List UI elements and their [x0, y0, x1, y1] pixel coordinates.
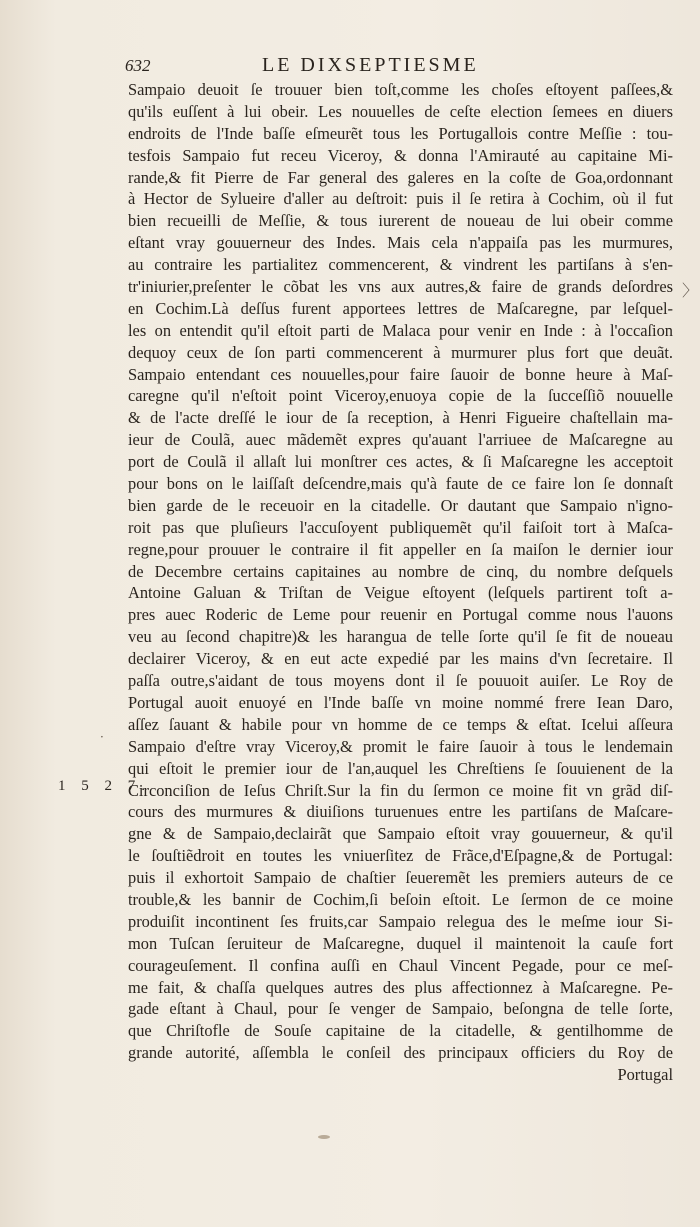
text-line: à Hector de Sylueire d'aller au deſtroit: puis il ſe retira à Cochim, où il fut	[128, 189, 673, 209]
text-line: aſſez ſauant & habile pour vn homme de ce temps & eſtat. Icelui aſſeura	[128, 714, 673, 734]
text-line: ieur de Coulã, auec mãdemẽt expres qu'auant l'arriuee de Maſcaregne au	[128, 430, 673, 450]
text-line: mon Tuſcan ſeruiteur de Maſcaregne, duquel il maintenoit la cauſe fort	[128, 933, 673, 953]
text-line: produiſit incontinent ſes fruits,car Sampaio relegua des le meſme iour Si-	[128, 911, 673, 931]
text-line: que Chriſtofle de Souſe capitaine de la citadelle, & gentilhomme de	[128, 1021, 673, 1041]
text-line: declairer Viceroy, & en eut acte expedié par les mains d'vn ſecretaire. Il	[128, 649, 673, 669]
text-line: bien recueilli de Meſſie, & tous iurerent de noueau de lui obeir comme	[128, 211, 673, 231]
text-line: courageuſement. Il confina auſſi en Chaul Vincent Pegade, pour ce meſ-	[128, 955, 673, 975]
text-line: Sampaio entendant ces nouuelles,pour faire ſauoir de bonne heure à Maſ-	[128, 364, 673, 384]
text-line: pour bons on le laiſſaſt deſcendre,mais qu'à faute de ce faire lon ſe donnaſt	[128, 474, 673, 494]
text-line: de Decembre certains capitaines au nombre de cinq, du nombre deſquels	[128, 561, 673, 581]
text-line: tr'iniurier,preſenter le cõbat les vns aux autres,& faire de grands deſordres	[128, 277, 673, 297]
text-line: qui eſtoit le premier iour de l'an,auquel les Chreſtiens ſe ſouuienent de la	[128, 758, 673, 778]
text-line: port de Coulã il allaſt lui monſtrer ces actes, & ſi Maſcaregne les acceptoit	[128, 452, 673, 472]
text-line: endroits de l'Inde baſſe eſmeurẽt tous les Portugallois contre Meſſie : tou-	[128, 123, 673, 143]
text-line: trouble,& les bannir de Cochim,ſi beſoin eſtoit. Le ſermon de ce moine	[128, 889, 673, 909]
text-line: gne & de Sampaio,declairãt que Sampaio eſtoit vray gouuerneur, & qu'il	[128, 824, 673, 844]
text-line: & de l'acte dreſſé le iour de ſa reception, à Henri Figueire chaſtellain ma-	[128, 408, 673, 428]
text-line: Portugal	[617, 1065, 673, 1085]
text-line: pres auec Roderic de Leme pour reuenir en Portugal comme nous l'auons	[128, 605, 673, 625]
text-line: Sampaio deuoit ſe trouuer bien toſt,comme les choſes eſtoyent paſſees,&	[128, 80, 673, 99]
text-line: qu'ils euſſent à lui obeir. Les nouuelles de ceſte election ſemees en diuers	[128, 101, 673, 121]
text-line: grande autorité, aſſembla le conſeil des principaux officiers du Roy de	[128, 1043, 673, 1063]
text-line: veu au ſecond chapitre)& les harangua de telle ſorte qu'il ſe fit de noueau	[128, 627, 673, 647]
text-line: les on entendit qu'il eſtoit parti de Malaca pour venir en Inde : à l'occaſion	[128, 320, 673, 340]
margin-dot: ·	[100, 730, 104, 744]
body-text	[128, 79, 673, 1086]
text-line: le ſouſtiẽdroit en toutes les vniuerſitez de Frãce,d'Eſpagne,& de Portugal:	[128, 846, 673, 866]
margin-year-note: 1 5 2 7.	[58, 778, 151, 794]
ink-blot	[318, 1135, 330, 1139]
text-line: me fait, & chaſſa quelques autres des plus affectionnez à Maſcaregne. Pe-	[128, 977, 673, 997]
page-number: 632	[125, 56, 151, 75]
text-line: dequoy ceux de ſon parti commencerent à murmurer plus fort que deuãt.	[128, 342, 673, 362]
text-line: bien garde de le receuoir en la citadelle. Or dautant que Sampaio n'igno-	[128, 495, 673, 515]
text-line: tesfois Sampaio fut receu Viceroy, & donna l'Amirauté au capitaine Mi-	[128, 145, 673, 165]
text-line: eſtant vray gouuerneur des Indes. Mais cela n'appaiſa pas les murmures,	[128, 233, 673, 253]
text-line: Circonciſion de Ieſus Chriſt.Sur la fin du ſermon ce moine fit vn grãd diſ-	[128, 780, 673, 800]
text-line: Portugal auoit enuoyé en l'Inde baſſe vn moine nommé frere Iean Daro,	[128, 692, 673, 712]
margin-mark: 〉	[682, 281, 699, 300]
text-line: gade eſtant à Chaul, pour ſe venger de Sampaio, beſongna de telle ſorte,	[128, 999, 673, 1019]
text-line: puis il exhortoit Sampaio de chaſtier ſeueremẽt les premiers auteurs de ce	[128, 868, 673, 888]
text-line: en Cochim.Là deſſus furent apportees lettres de Maſcaregne, par leſquel-	[128, 298, 673, 318]
text-line: caregne qu'il n'eſtoit point Viceroy,enuoya copie de la ſucceſſiõ nouuelle	[128, 386, 673, 406]
text-line: rande,& fit Pierre de Far general des galeres en la coſte de Goa,ordonnant	[128, 167, 673, 187]
text-line: Sampaio d'eſtre vray Viceroy,& promit le faire ſauoir à tous le lendemain	[128, 736, 673, 756]
text-line: cours des murmures & diuiſions turuenues entre les partiſans de Maſcare-	[128, 802, 673, 822]
text-line: Antoine Galuan & Triſtan de Veigue eſtoyent (leſquels partirent toſt a-	[128, 583, 673, 603]
text-line: au contraire les partialitez commencerent, & vindrent les partiſans à s'en-	[128, 255, 673, 275]
text-line: roit pas que pluſieurs l'accuſoyent publiquemẽt qu'il faiſoit tort à Maſca-	[128, 517, 673, 537]
text-line: regne,pour prouuer le contraire il fit appeller en ſa maiſon le dernier iour	[128, 539, 673, 559]
running-head: LE DIXSEPTIESME	[262, 54, 479, 76]
text-line: paſſa outre,s'aidant de tous moyens dont il ſe pouuoit auiſer. Le Roy de	[128, 671, 673, 691]
